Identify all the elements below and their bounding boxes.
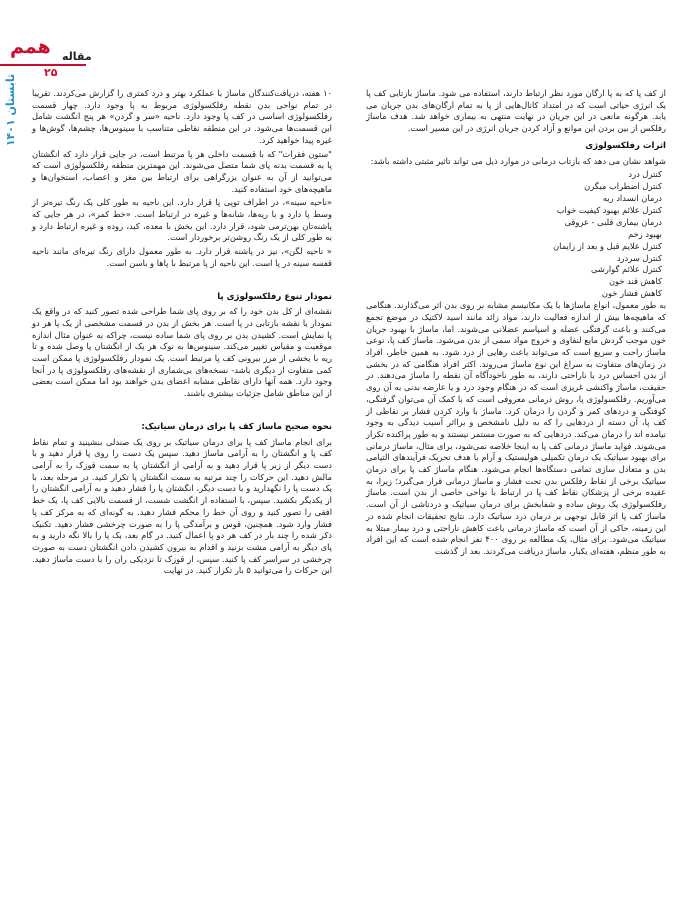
effects-intro: شواهد نشان می دهد که بازتاب درمانی در موارد ذیل می تواند تاثیر مثبتی داشته باشد:: [370, 155, 666, 166]
effects-list: [366, 169, 666, 300]
header-rule: [0, 64, 86, 66]
list-item: کنترل درد: [628, 169, 662, 180]
article-column-left: [32, 88, 332, 579]
body-paragraph: "ستون فقرات" که با قسمت داخلی هر پا مرتبط است، در جایی قرار دارد که انگشتان پا به قسمت بدنه پای شما متصل می‌شوند. این مهمترین منطقه رفلکسولوژی است که می‌توانید از آن به عنوان بزرگراهی برای ارتباط بین مغز و اعصاب، استخوان‌ها و ماهیچه‌های خود استفاده کنید.: [32, 148, 332, 194]
body-paragraph: به طور معمول، انواع ماساژها با یک مکانیسم مشابه بر روی بدن اثر می‌گذارند. هنگامی که ماهیچه‌ها بیش از اندازه فعالیت دارند، مواد زائد مانند اسید لاکتیک در موضع تجمع می‌کنند و باعث گرفتگی عضله و اسپاسم عضلانی می‌شوند. اما، ماساژ با بهبود جریان خون موجب گردش مایع لنفاوی و خروج مواد سمی از بدن می‌شود. ماساژ کف پا، نوعی ماساژ راحت و سریع است که می‌تواند باعث رهایی از درد شود. به همین خاطر، افراد در زمان‌های متفاوت به سراغ این نوع ماساژ می‌روند. اکثر افراد هنگامی که در بخشی از بدن احساس درد یا ناراحتی دارند، به طور ناخودآگاه آن نقطه را ماساژ می‌دهند. در حقیقت، ماساژ واکنشی غریزی است که در هنگام وجود درد و یا عارضه بدنی به آن روی می‌آوریم. رفلکسولوژی پا، روش درمانی معروفی است که با کمک آن می‌توان گرفتگی، کوفتگی و دردهای کمر و گردن را درمان کرد. ماساژ با وارد کردن فشار بر نقاطی از کف پا، آن دسته از دردهایی را که به دلیل نامشخص و برااثر آسیب دیدگی به وجود نیامده اند را درمان می‌کند. دردهایی که به صورت مستمر نیستند و به طور پراکنده تکرار می‌شوند. فواید ماساژ درمانی کف پا به اینجا خلاصه نمی‌شود، برای مثال، ماساژ درمانی برای بهبود سیاتیک یک درمان تکمیلی هولیستیک و آرام با هدف تحریک فرآیندهای التیامی بدن و متعادل سازی تمامی دستگاه‌ها انجام می‌شود. هنگام ماساژ کف پا برای درمان سیاتیک برخی از نقاط رفلکس بدن تحت فشار و ماساژ درمانی قرار می‌گیرد؛ زیرا، به عقیده برخی از پزشکان نقاط کف پا در ارتباط با نواحی خاصی از بدن است. ماساژ رفلکسولوژی یک روش ساده و شفابخش برای درمان سیاتیک و دردناشی از آن است. ماساژ کف پا اثر قابل توجهی بر درمان درد سیاتیک دارد. نتایج تحقیقات انجام شده در این زمینه، حاکی از آن است که ماساژ درمانی باعث کاهش ناراحتی و درد بیمار مبتلا به سیاتیک می‌شود. برای مثال، یک مطالعه بر روی ۴۰۰ نفر انجام شده است که این افراد به طور منظم، هفته‌ای یکبار، ماساژ دریافت می‌کردند. بعد از گذشت: [366, 300, 666, 556]
list-item: کنترل علایم قبل و بعد از زایمان: [553, 240, 662, 251]
list-item: کنترل سردرد: [616, 252, 662, 263]
body-paragraph: ۱۰ هفته، دریافت‌کنندگان ماساژ با عملکرد بهتر و درد کمتری را گزارش می‌کردند. تقریبا در تمام نواحی بدن نقطه رفلکسولوژی مربوط به پا وجود دارد. چهار قسمت رفلکسولوژی اساسی در کف پا وجود دارد. ناحیه «سر و گردن» هر پنج انگشت شامل این قسمت‌ها می‌شود. در این منطقه نقاطی متناسب با سینوس‌ها، چشم‌ها، گوش‌ها و غیره پیدا خواهید کرد.: [32, 88, 332, 145]
effects-heading: اثرات رفلکسولوژی: [585, 140, 666, 151]
technique-section-heading: نحوه صحیح ماساژ کف پا برای درمان سیاتیک:: [141, 421, 332, 432]
chart-section-heading: نمودار تنوع رفلکسولوژی پا: [217, 291, 332, 302]
spacer: [32, 272, 332, 286]
body-paragraph: «ناحیه سینه»، در اطراف توپی پا قرار دارد. این ناحیه به طور کلی یک رنگ تیره‌تر از وسط پا دارد و با ریه‌ها، شانه‌ها و غیره در ارتباط است. «خط کمر»، در هر جایی که پاشنه‌تان بهن‌ترمی شود، قرار دارد. این بخش با معده، کبد، روده و غیره ارتباط دارد و به طور کلی از یک رنگ روشن‌تر برخوردار است.: [32, 197, 332, 243]
body-paragraph: برای انجام ماساژ کف پا برای درمان سیاتیک بر روی یک صندلی بنشینید و تمام نقاط کف پا و انگشتان را به آرامی ماساژ دهید. سپس یک دست را روی پا قرار دهید و با دست دیگر از زیر پا قرار دهید و به آرامی از انگشتان پا به سمت قوزک را به آرامی مالش دهید. این حرکات را چند مرتبه به سمت انگشتان پا تکرار کنید. در مرحله بعد، با یک دست پا را نگهدارید و با دست دیگر، انگشتان پا را فشار دهید و به آرامی انگشتان را از یکدیگر بکشید. سپس، با استفاده از انگشت شست، از قسمت بالایی کف پا، یک خط افقی را تصور کنید و روی آن خط را محکم فشار دهید. به گونه‌ای که به مرکز کف پا فشار وارد شود. همچنین، قوس و برآمدگی پا را به صورت چرخشی فشار دهید. تکنیک ذکر شده را چند بار در کف هر دو پا اعمال کنید. در گام بعد، یک پا را بالا نگه دارید و به پای دیگر به آرامی مشت بزنید و اقدام به بیرون کشیدن دادن انگشتان دست به صورت چرخشی در سراسر کف پا کنید. سپس، از قوزک تا نزدیکی ران را با دست ماساژ دهید. این حرکات را می‌توانید ۵ بار تکرار کنید. در نهایت: [32, 436, 332, 576]
section-label: مقاله: [62, 50, 92, 63]
article-column-right: [366, 88, 666, 560]
list-item: بهبود زخم: [628, 228, 662, 239]
intro-paragraph: از کف پا که به پا ارگان مورد نظر ارتباط دارند، استفاده می شود. ماساژ بازتابی کف پا یک انرژی حیاتی است که در امتداد کانال‌هایی از پا به تمام ارگان‌های بدن جریان می یابد. هرگونه مانعی در این جریان در نهایت منتهی به بیماری خواهد شد. هدف ماساژ رفلکس از بین بردن این موانع و آزاد کردن جریان انرژی در این مسیر است.: [366, 88, 666, 134]
list-item: درمان بیماری قلبی - عروقی: [564, 216, 662, 227]
issue-date: تابستان ۱۴۰۱: [4, 73, 17, 147]
page-number: ۲۵: [44, 66, 58, 79]
list-item: کاهش فشار خون: [601, 288, 662, 299]
spacer: [32, 402, 332, 416]
list-item: درمان انسداد ریه: [602, 193, 662, 204]
magazine-logo: همم: [10, 36, 51, 58]
body-paragraph: « ناحیه لگن»، نیز در پاشنه قرار دارد. به طور معمول دارای رنگ تیره‌ای مانند ناحیه قفسه سینه در پا است. این ناحیه از پا مرتبط با پاها و باسن است.: [32, 246, 332, 268]
list-item: کنترل علائم گوارشی: [591, 264, 662, 275]
list-item: کاهش قند خون: [608, 276, 662, 287]
list-item: کنترل علائم بهبود کیفیت خواب: [556, 204, 662, 215]
list-item: کنترل اضطراب میگرن: [584, 181, 662, 192]
body-paragraph: نقشه‌ای از کل بدن خود را که بر روی پای شما طراحی شده تصور کنید که در واقع یک نمودار یا نقشه بازتابی در پا است. هر بخش از بدن در قسمت مشخصی از یک پا هر دو پا نمایش است. کشیدن بدن بر روی پای شما ساده نیست، چراکه به عنوان مثال اندازه موقعیت و مقیاس تغییر می‌کند. سینوس‌ها به نوک هر یک از انگشتان پا وصل شده و تا ریه با بخشی از مرز بیرونی کف پا مرتبط است. یک نمودار رفلکسولوژی پا ممکن است کمی متفاوت از دیگری باشد- نسخه‌های بی‌شماری از نقشه‌های رفلکسولوژی پا در آنجا وجود دارد. همه آنها دارای نقاطی مشابه اعضای بدن خواهند بود اما ممکن است بعضی از این مناطق شامل جزئیات بیشتری باشند.: [32, 306, 332, 399]
